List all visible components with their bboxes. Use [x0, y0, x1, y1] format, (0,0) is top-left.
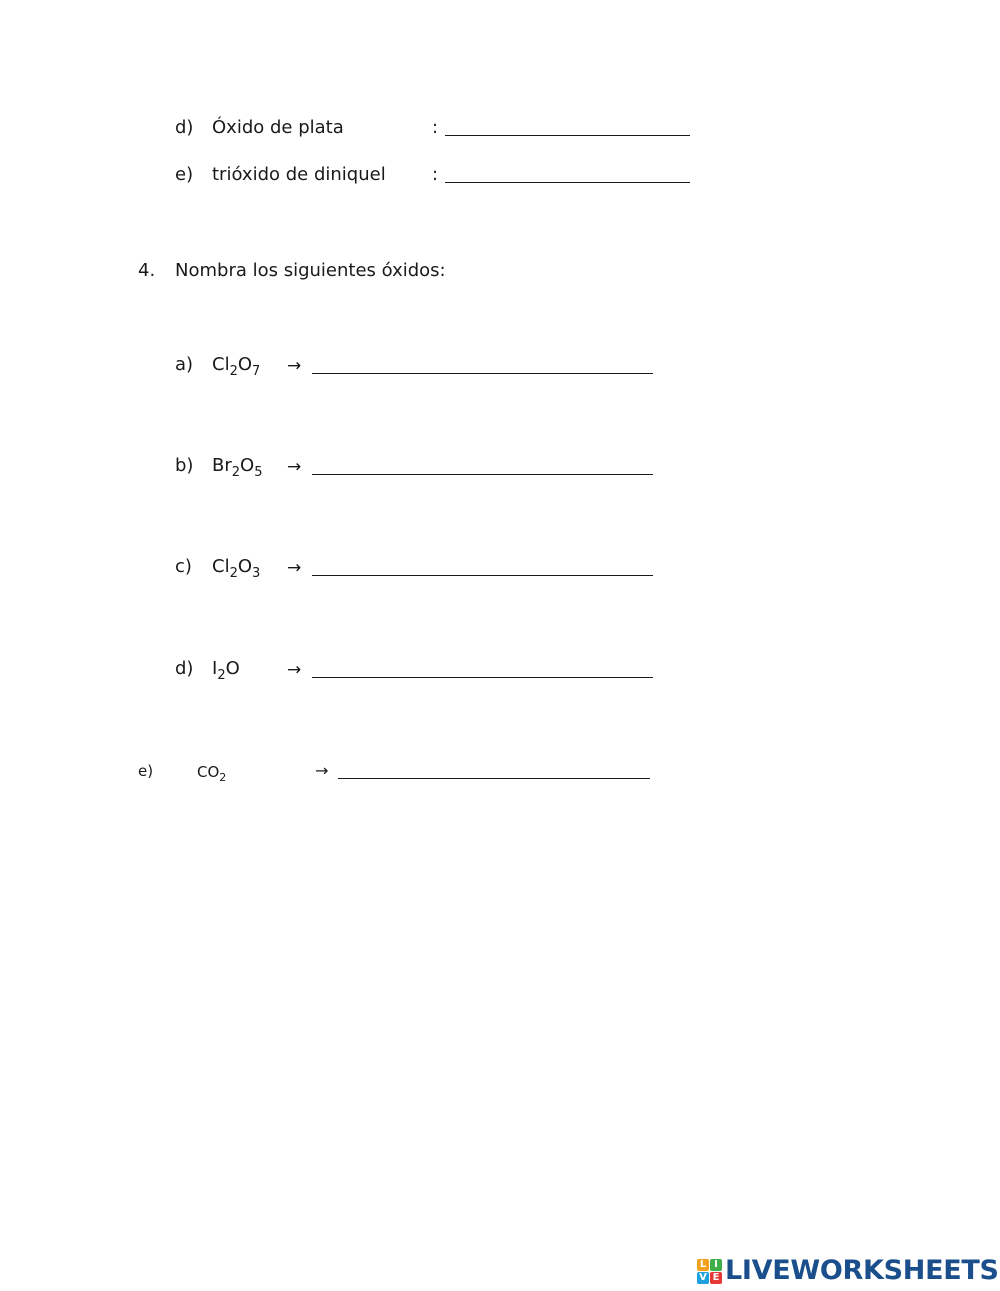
chemical-formula: $Cl_2O_3$ [212, 556, 261, 581]
answer-blank[interactable] [338, 778, 650, 779]
arrow-icon: → [315, 761, 329, 780]
chemical-formula: $Br_2O_5$ [212, 455, 263, 480]
arrow-icon: → [287, 457, 302, 477]
chemical-formula: $Cl_2O_7$ [212, 354, 261, 379]
answer-blank[interactable] [312, 677, 653, 678]
answer-blank[interactable] [312, 474, 653, 475]
exercise-instruction: Nombra los siguientes óxidos: [175, 260, 446, 281]
item-letter: e) [175, 164, 194, 185]
logo-text: LIVEWORKSHEETS [725, 1255, 999, 1286]
item-letter: a) [175, 354, 194, 375]
answer-blank[interactable] [312, 373, 653, 374]
logo-letter: L [697, 1259, 709, 1271]
item-letter: e) [138, 762, 154, 780]
chemical-formula: $I_2O$ [212, 658, 240, 683]
item-oxide-name: Óxido de plata [212, 117, 344, 138]
item-letter: d) [175, 117, 194, 138]
answer-blank[interactable] [445, 182, 690, 183]
colon: : [432, 164, 439, 185]
logo-mark-icon [697, 1259, 722, 1284]
arrow-icon: → [287, 356, 302, 376]
logo-letter: I [710, 1259, 722, 1271]
colon: : [432, 117, 439, 138]
item-letter: b) [175, 455, 194, 476]
liveworksheets-logo [697, 1257, 999, 1285]
logo-letter: V [697, 1272, 709, 1284]
answer-blank[interactable] [445, 135, 690, 136]
logo-letter: E [710, 1272, 722, 1284]
answer-blank[interactable] [312, 575, 653, 576]
arrow-icon: → [287, 660, 302, 680]
item-oxide-name: trióxido de diniquel [212, 164, 386, 185]
exercise-number: 4. [138, 260, 156, 281]
item-letter: d) [175, 658, 194, 679]
arrow-icon: → [287, 558, 302, 578]
chemical-formula: $CO_2$ [197, 763, 227, 784]
item-letter: c) [175, 556, 192, 577]
